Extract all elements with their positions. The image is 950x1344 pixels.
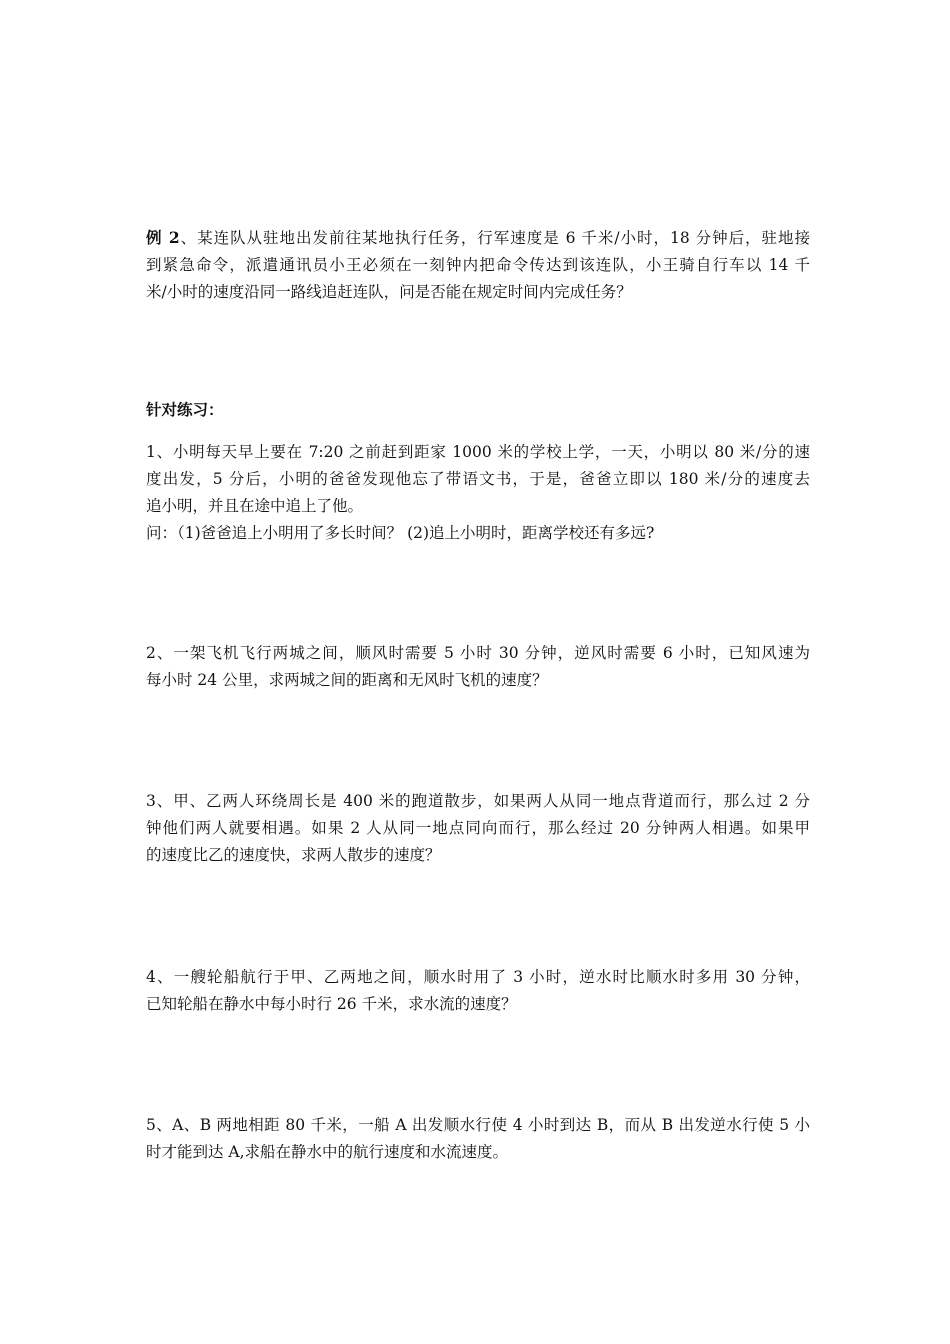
problem-line: 已知轮船在静水中每小时行 26 千米，求水流的速度？ [146,995,517,1013]
example-2-label: 例 2 [146,228,180,247]
problem-line: 1、小明每天早上要在 7:20 之前赶到距家 1000 米的学校上学，一天，小明以 80 米/分的速 [146,443,810,461]
problem-4 [146,964,810,1018]
problem-3 [146,788,810,869]
example-2-line-2: 到紧急命令，派遣通讯员小王必须在一刻钟内把命令传达到该连队，小王骑自行车以 14 千 [146,256,810,274]
example-2-line-3: 米/小时的速度沿同一路线追赶连队，问是否能在规定时间内完成任务？ [146,283,632,301]
problem-5 [146,1112,810,1166]
problem-question-line: 问：（1)爸爸追上小明用了多长时间？ (2)追上小明时，距离学校还有多远? [146,524,655,542]
problem-1 [146,439,810,547]
problem-line: 度出发，5 分后，小明的爸爸发现他忘了带语文书，于是，爸爸立即以 180 米/分的速度去 [146,470,810,488]
problem-line: 追小明，并且在途中追上了他。 [146,497,364,515]
problem-line: 钟他们两人就要相遇。如果 2 人从同一地点同向而行，那么经过 20 分钟两人相遇。如果甲 [146,819,810,837]
practice-heading: 针对练习： [146,400,224,419]
example-2-paragraph [146,224,810,306]
problem-line: 每小时 24 公里，求两城之间的距离和无风时飞机的速度？ [146,671,548,689]
example-2-line-1: 例 2、某连队从驻地出发前往某地执行任务，行军速度是 6 千米/小时，18 分钟后，驻地接 [146,228,811,247]
problem-2 [146,640,810,694]
problem-line: 的速度比乙的速度快，求两人散步的速度？ [146,846,441,864]
problem-line: 时才能到达 A,求船在静水中的航行速度和水流速度。 [146,1143,509,1161]
problem-line: 4、一艘轮船航行于甲、乙两地之间，顺水时用了 3 小时，逆水时比顺水时多用 30 分钟， [146,968,810,986]
problem-line: 5、A、B 两地相距 80 千米，一船 A 出发顺水行使 4 小时到达 B，而从 B 出发逆水行使 5 小 [146,1116,810,1134]
problem-line: 3、甲、乙两人环绕周长是 400 米的跑道散步，如果两人从同一地点背道而行，那么过 2 分 [146,792,810,810]
problem-line: 2、一架飞机飞行两城之间，顺风时需要 5 小时 30 分钟，逆风时需要 6 小时，已知风速为 [146,644,810,662]
